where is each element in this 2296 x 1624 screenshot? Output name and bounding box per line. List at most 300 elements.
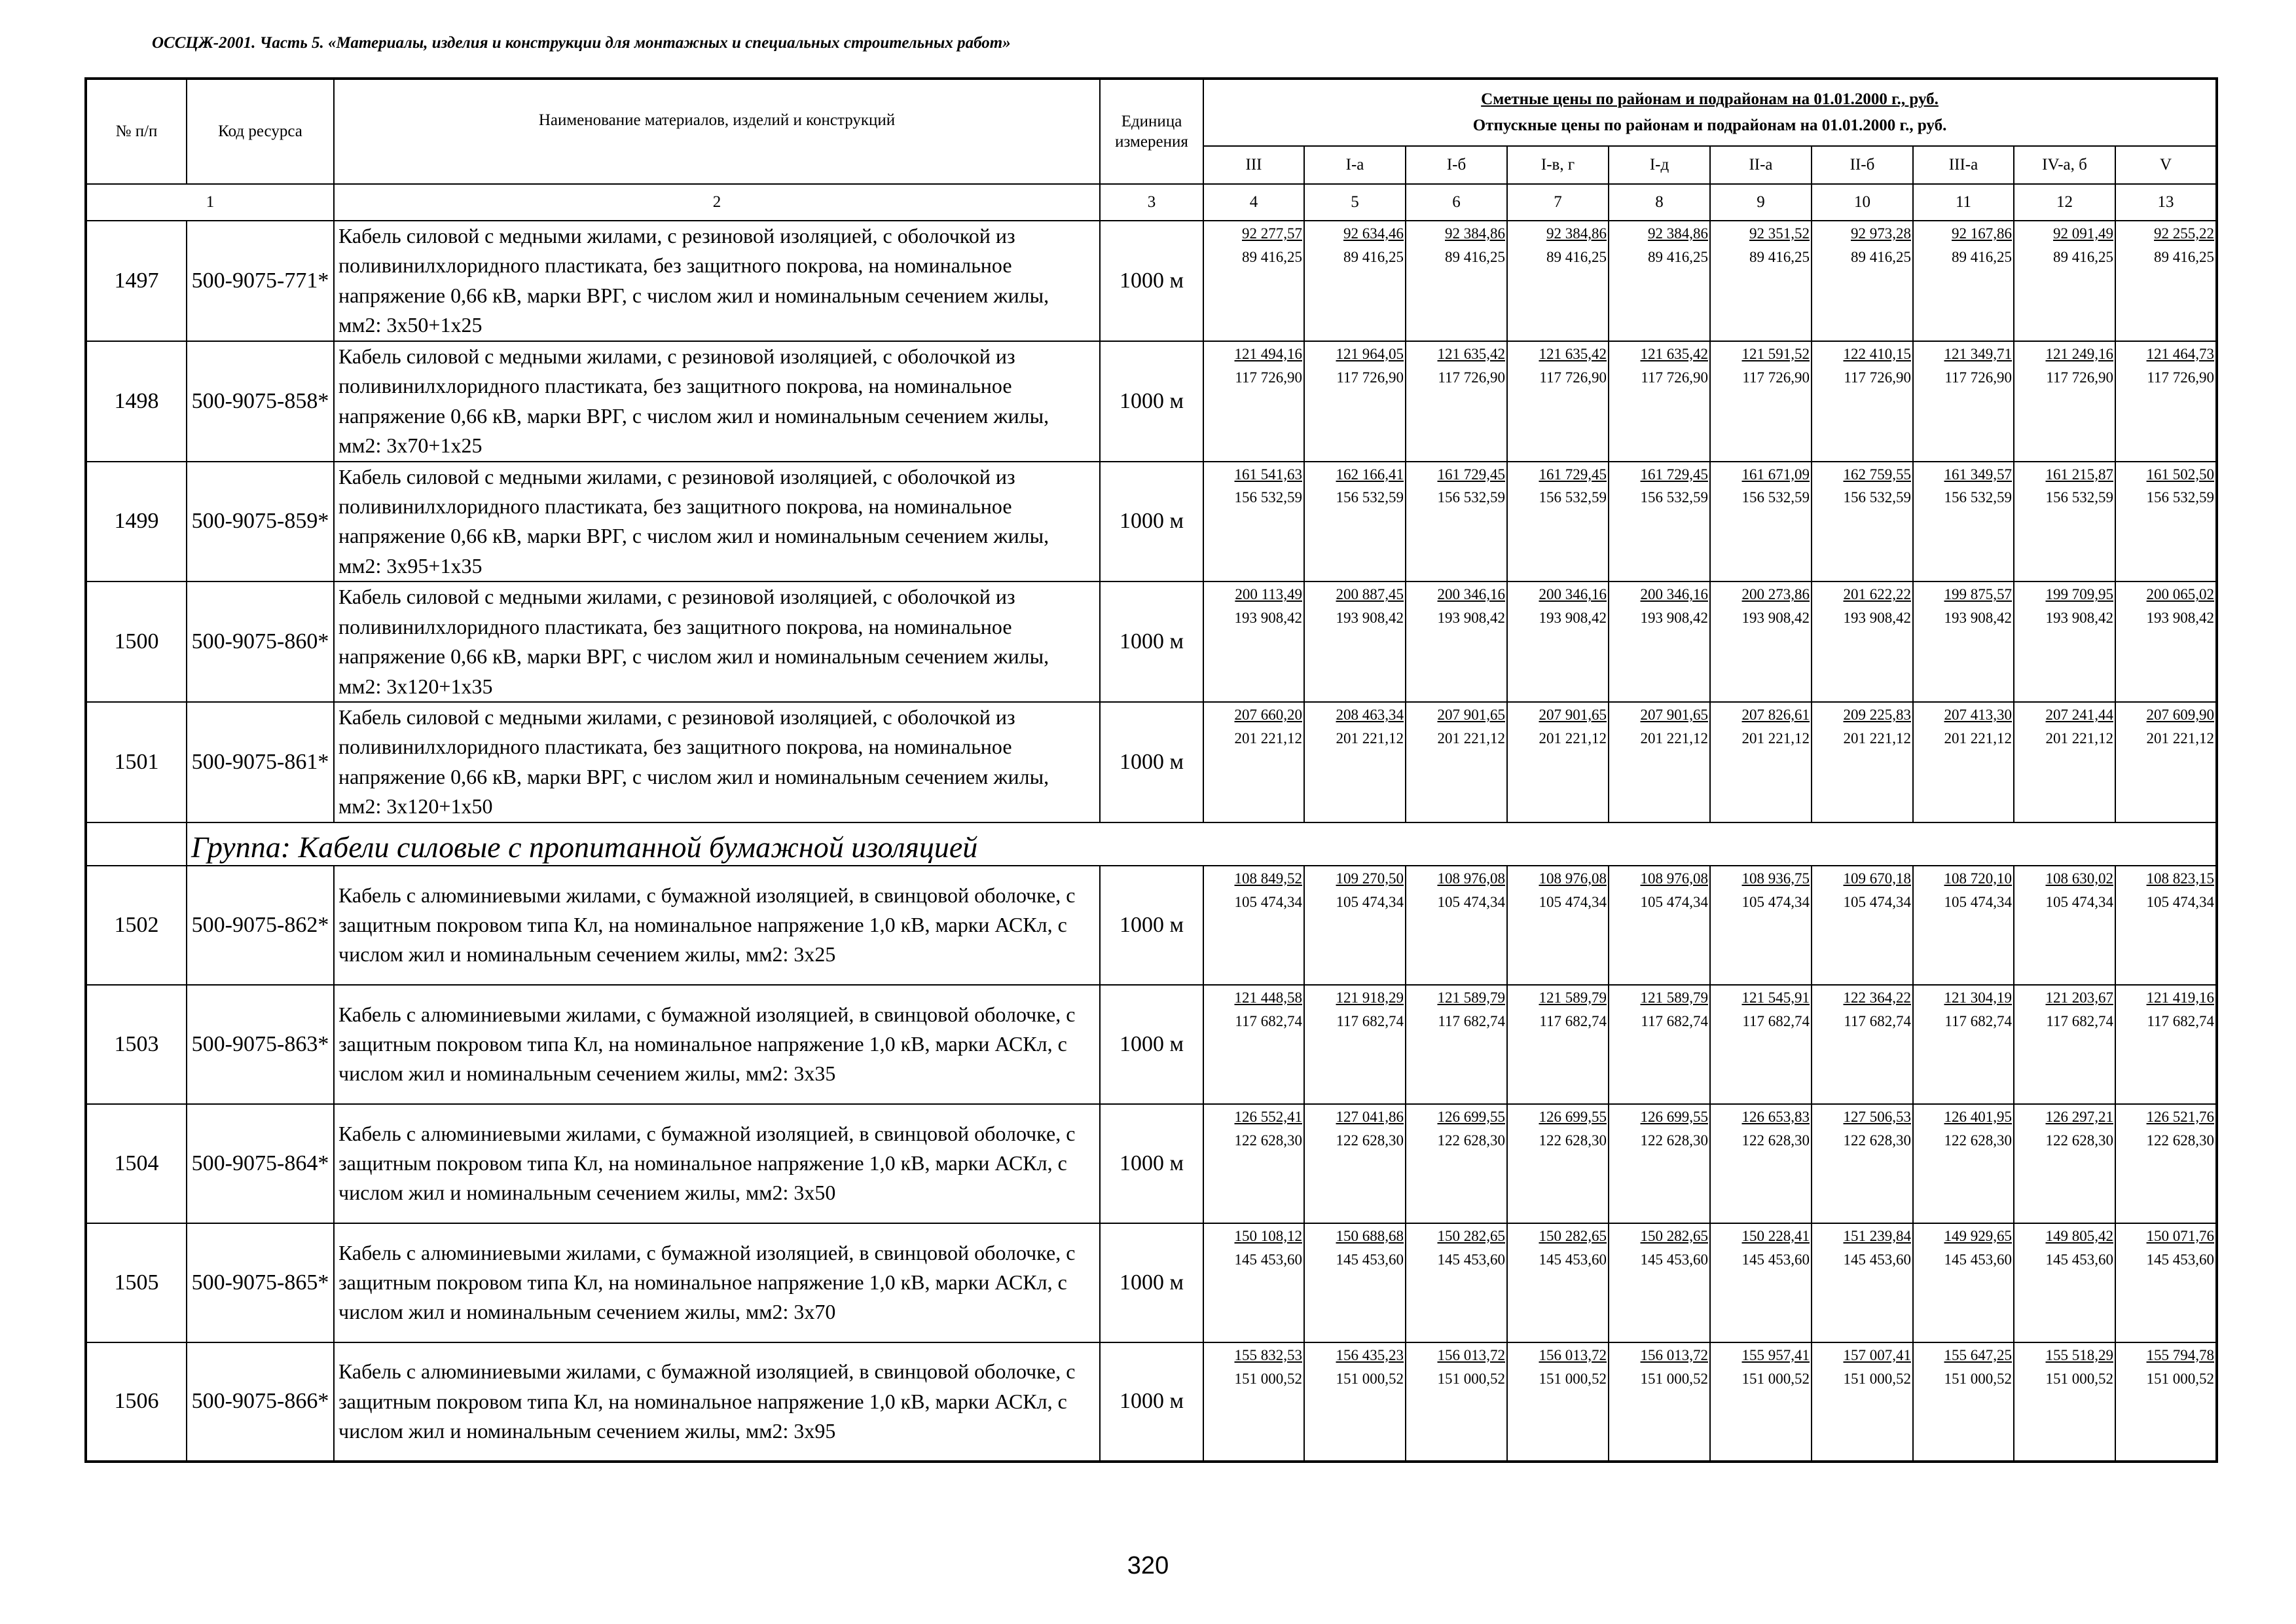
price-cell — [1710, 866, 1812, 985]
row-number: 1497 — [86, 221, 187, 341]
release-price: 201 221,12 — [1234, 729, 1302, 747]
release-price: 89 416,25 — [2053, 248, 2113, 265]
release-price: 151 000,52 — [2146, 1370, 2215, 1387]
release-price: 117 726,90 — [1438, 369, 1505, 386]
release-price: 156 532,59 — [1336, 489, 1404, 506]
price-cell — [1203, 341, 1304, 462]
estimate-price: 207 413,30 — [1944, 707, 2012, 723]
release-price: 117 726,90 — [1641, 369, 1708, 386]
release-price: 145 453,60 — [2146, 1251, 2215, 1268]
release-price: 145 453,60 — [1336, 1251, 1404, 1268]
release-price: 156 532,59 — [1944, 489, 2012, 506]
release-price: 117 726,90 — [1944, 369, 2012, 386]
price-cell — [1913, 702, 2014, 822]
release-price: 151 000,52 — [1843, 1370, 1911, 1387]
estimate-price: 108 936,75 — [1741, 870, 1810, 887]
price-cell — [1812, 1223, 1913, 1342]
row-number: 1503 — [86, 985, 187, 1104]
release-price: 117 726,90 — [1235, 369, 1302, 386]
estimate-price: 200 113,49 — [1235, 586, 1302, 603]
estimate-price: 207 901,65 — [1437, 707, 1505, 723]
price-cell — [2014, 341, 2115, 462]
row-number: 1499 — [86, 462, 187, 582]
estimate-price: 149 929,65 — [1944, 1227, 2012, 1244]
price-cell — [1304, 1223, 1406, 1342]
price-cell — [1609, 581, 1710, 702]
group-spacer — [86, 822, 187, 866]
estimate-price: 161 729,45 — [1640, 466, 1708, 483]
release-price: 145 453,60 — [1944, 1251, 2012, 1268]
release-price: 145 453,60 — [1539, 1251, 1607, 1268]
price-cell — [1406, 341, 1507, 462]
material-name: Кабель силовой с медными жилами, с резиновой изоляцией, с оболочкой из поливинилхлоридного пластиката, без защитного покрова, на номинальное напряжение 0,66 кВ, марки ВРГ, с числом жил и номинальным сечением жилы, мм2: 3х95+1х35 — [334, 462, 1100, 582]
resource-code: 500-9075-862* — [187, 866, 334, 985]
column-number: 7 — [1507, 184, 1609, 221]
release-price: 193 908,42 — [1843, 610, 1911, 627]
estimate-price: 208 463,34 — [1336, 707, 1404, 723]
release-price: 122 628,30 — [1336, 1132, 1404, 1149]
estimate-price: 157 007,41 — [1843, 1346, 1911, 1363]
estimate-price: 121 964,05 — [1336, 345, 1404, 362]
estimate-price: 108 823,15 — [2146, 870, 2215, 887]
estimate-price: 200 346,16 — [1437, 586, 1505, 603]
estimate-price: 121 304,19 — [1944, 989, 2012, 1006]
estimate-price: 121 635,42 — [1437, 345, 1505, 362]
price-cell — [1710, 1104, 1812, 1223]
release-price: 117 726,90 — [1742, 369, 1810, 386]
release-price: 156 532,59 — [1640, 489, 1708, 506]
price-cell — [1304, 985, 1406, 1104]
estimate-price: 121 589,79 — [1640, 989, 1708, 1006]
price-cell — [1203, 221, 1304, 341]
estimate-price: 108 976,08 — [1640, 870, 1708, 887]
estimate-price: 126 552,41 — [1234, 1108, 1302, 1125]
price-cell — [1609, 866, 1710, 985]
release-price: 145 453,60 — [2045, 1251, 2113, 1268]
estimate-price: 127 041,86 — [1336, 1108, 1404, 1125]
column-number: 9 — [1710, 184, 1812, 221]
estimate-price: 200 346,16 — [1640, 586, 1708, 603]
price-cell — [1406, 866, 1507, 985]
price-cell — [1203, 1223, 1304, 1342]
release-price: 145 453,60 — [1640, 1251, 1708, 1268]
region-header: III-а — [1913, 146, 2014, 184]
release-price: 122 628,30 — [1843, 1132, 1911, 1149]
price-cell — [1913, 1104, 2014, 1223]
unit-of-measure: 1000 м — [1100, 1223, 1203, 1342]
material-name: Кабель силовой с медными жилами, с резиновой изоляцией, с оболочкой из поливинилхлоридного пластиката, без защитного покрова, на номинальное напряжение 0,66 кВ, марки ВРГ, с числом жил и номинальным сечением жилы, мм2: 3х120+1х35 — [334, 581, 1100, 702]
estimate-price: 108 976,08 — [1437, 870, 1505, 887]
price-cell — [1710, 462, 1812, 582]
release-price: 201 221,12 — [1741, 729, 1810, 747]
price-cell — [1812, 221, 1913, 341]
header-name: Наименование материалов, изделий и конструкций — [334, 79, 1100, 184]
material-name: Кабель с алюминиевыми жилами, с бумажной изоляцией, в свинцовой оболочке, с защитным покровом типа Кл, на номинальное напряжение 1,0 кВ, марки АСКл, с числом жил и номинальным сечением жилы, мм2: 3х70 — [334, 1223, 1100, 1342]
release-price: 156 532,59 — [2146, 489, 2215, 506]
estimate-price: 126 699,55 — [1437, 1108, 1505, 1125]
region-header: II-а — [1710, 146, 1812, 184]
price-cell — [1913, 221, 2014, 341]
estimate-price: 121 545,91 — [1741, 989, 1810, 1006]
release-price: 145 453,60 — [1234, 1251, 1302, 1268]
estimate-price: 200 065,02 — [2146, 586, 2215, 603]
price-cell — [1507, 341, 1609, 462]
region-header: I-б — [1406, 146, 1507, 184]
estimate-price: 155 647,25 — [1944, 1346, 2012, 1363]
unit-of-measure: 1000 м — [1100, 462, 1203, 582]
release-price: 122 628,30 — [1234, 1132, 1302, 1149]
estimate-price: 92 634,46 — [1343, 225, 1404, 242]
price-cell — [1203, 462, 1304, 582]
price-cell — [1812, 1104, 1913, 1223]
price-cell — [1304, 866, 1406, 985]
estimate-price: 199 709,95 — [2045, 586, 2113, 603]
price-cell — [1812, 462, 1913, 582]
estimate-price: 161 541,63 — [1234, 466, 1302, 483]
header-row-top — [86, 79, 2217, 146]
column-number: 3 — [1100, 184, 1203, 221]
release-price: 117 682,74 — [1336, 1012, 1404, 1029]
price-cell — [1304, 581, 1406, 702]
price-cell — [1710, 1342, 1812, 1462]
estimate-price: 155 957,41 — [1741, 1346, 1810, 1363]
estimate-price: 156 013,72 — [1437, 1346, 1505, 1363]
price-cell — [1507, 1223, 1609, 1342]
price-cell — [1203, 866, 1304, 985]
estimate-price: 92 091,49 — [2053, 225, 2113, 242]
estimate-price: 109 670,18 — [1843, 870, 1911, 887]
resource-code: 500-9075-861* — [187, 702, 334, 822]
column-number: 1 — [86, 184, 334, 221]
release-price: 105 474,34 — [2146, 893, 2215, 910]
column-number: 8 — [1609, 184, 1710, 221]
price-cell — [1812, 341, 1913, 462]
material-name: Кабель с алюминиевыми жилами, с бумажной изоляцией, в свинцовой оболочке, с защитным покровом типа Кл, на номинальное напряжение 1,0 кВ, марки АСКл, с числом жил и номинальным сечением жилы, мм2: 3х25 — [334, 866, 1100, 985]
table-row — [86, 702, 2217, 822]
estimate-price: 121 448,58 — [1234, 989, 1302, 1006]
release-price: 193 908,42 — [1640, 610, 1708, 627]
header-code: Код ресурса — [187, 79, 334, 184]
price-cell — [1913, 1342, 2014, 1462]
price-cell — [1203, 702, 1304, 822]
table-row — [86, 221, 2217, 341]
price-cell — [1203, 1342, 1304, 1462]
price-table — [84, 77, 2218, 1463]
estimate-price: 121 635,42 — [1539, 345, 1607, 362]
row-number: 1498 — [86, 341, 187, 462]
price-cell — [1507, 1342, 1609, 1462]
estimate-price: 121 249,16 — [2045, 345, 2113, 362]
table-row — [86, 985, 2217, 1104]
release-price: 151 000,52 — [1336, 1370, 1404, 1387]
release-price: 105 474,34 — [1437, 893, 1505, 910]
estimate-price: 156 013,72 — [1539, 1346, 1607, 1363]
price-cell — [1913, 581, 2014, 702]
price-cell — [1913, 462, 2014, 582]
column-number: 11 — [1913, 184, 2014, 221]
estimate-price: 199 875,57 — [1944, 586, 2012, 603]
material-name: Кабель силовой с медными жилами, с резиновой изоляцией, с оболочкой из поливинилхлоридного пластиката, без защитного покрова, на номинальное напряжение 0,66 кВ, марки ВРГ, с числом жил и номинальным сечением жилы, мм2: 3х120+1х50 — [334, 702, 1100, 822]
price-cell — [1913, 1223, 2014, 1342]
price-cell — [1609, 1342, 1710, 1462]
table-row — [86, 462, 2217, 582]
estimate-price: 92 351,52 — [1749, 225, 1810, 242]
release-price: 193 908,42 — [1944, 610, 2012, 627]
price-cell — [1812, 702, 1913, 822]
release-price: 89 416,25 — [1546, 248, 1607, 265]
estimate-price: 207 241,44 — [2045, 707, 2113, 723]
release-price: 89 416,25 — [2154, 248, 2215, 265]
release-price: 117 682,74 — [1844, 1012, 1911, 1029]
unit-of-measure: 1000 м — [1100, 221, 1203, 341]
price-cell — [2014, 702, 2115, 822]
row-number: 1502 — [86, 866, 187, 985]
unit-of-measure: 1000 м — [1100, 1342, 1203, 1462]
table-row — [86, 1104, 2217, 1223]
estimate-price: 108 720,10 — [1944, 870, 2012, 887]
release-price: 122 628,30 — [1944, 1132, 2012, 1149]
estimate-price: 108 630,02 — [2045, 870, 2113, 887]
price-cell — [2014, 1223, 2115, 1342]
resource-code: 500-9075-863* — [187, 985, 334, 1104]
estimate-price: 207 826,61 — [1741, 707, 1810, 723]
price-cell — [1406, 581, 1507, 702]
release-price: 156 532,59 — [1234, 489, 1302, 506]
estimate-price: 156 435,23 — [1336, 1346, 1404, 1363]
release-price: 122 628,30 — [1437, 1132, 1505, 1149]
price-cell — [2115, 985, 2217, 1104]
price-cell — [1406, 985, 1507, 1104]
release-price: 117 682,74 — [1235, 1012, 1302, 1029]
column-number: 5 — [1304, 184, 1406, 221]
table-row — [86, 1223, 2217, 1342]
unit-of-measure: 1000 м — [1100, 581, 1203, 702]
price-cell — [2115, 1104, 2217, 1223]
estimate-price: 121 464,73 — [2146, 345, 2215, 362]
price-cell — [2014, 866, 2115, 985]
price-cell — [2115, 1342, 2217, 1462]
price-cell — [1609, 1223, 1710, 1342]
release-price: 156 532,59 — [1437, 489, 1505, 506]
estimate-price: 108 849,52 — [1234, 870, 1302, 887]
release-price: 122 628,30 — [1640, 1132, 1708, 1149]
estimate-price: 201 622,22 — [1843, 586, 1911, 603]
estimate-price: 92 255,22 — [2154, 225, 2215, 242]
release-price: 117 726,90 — [1844, 369, 1911, 386]
estimate-price: 126 401,95 — [1944, 1108, 2012, 1125]
table-body — [86, 221, 2217, 1462]
material-name: Кабель силовой с медными жилами, с резиновой изоляцией, с оболочкой из поливинилхлоридного пластиката, без защитного покрова, на номинальное напряжение 0,66 кВ, марки ВРГ, с числом жил и номинальным сечением жилы, мм2: 3х50+1х25 — [334, 221, 1100, 341]
price-cell — [1406, 1342, 1507, 1462]
release-price: 117 726,90 — [2147, 369, 2215, 386]
resource-code: 500-9075-866* — [187, 1342, 334, 1462]
estimate-price: 150 282,65 — [1437, 1227, 1505, 1244]
estimate-price: 150 228,41 — [1741, 1227, 1810, 1244]
page-number: 320 — [1127, 1552, 1169, 1579]
release-price: 105 474,34 — [1640, 893, 1708, 910]
estimate-price: 109 270,50 — [1336, 870, 1404, 887]
estimate-price: 207 609,90 — [2146, 707, 2215, 723]
estimate-price: 150 071,76 — [2146, 1227, 2215, 1244]
estimate-price: 150 282,65 — [1640, 1227, 1708, 1244]
row-number: 1500 — [86, 581, 187, 702]
price-cell — [2014, 221, 2115, 341]
material-name: Кабель с алюминиевыми жилами, с бумажной изоляцией, в свинцовой оболочке, с защитным покровом типа Кл, на номинальное напряжение 1,0 кВ, марки АСКл, с числом жил и номинальным сечением жилы, мм2: 3х35 — [334, 985, 1100, 1104]
estimate-price: 207 901,65 — [1640, 707, 1708, 723]
price-cell — [1304, 702, 1406, 822]
header-prices — [1203, 79, 2217, 146]
release-price: 145 453,60 — [1741, 1251, 1810, 1268]
release-price: 105 474,34 — [1741, 893, 1810, 910]
estimate-price: 122 410,15 — [1843, 345, 1911, 362]
header-unit: Единица измерения — [1100, 79, 1203, 184]
resource-code: 500-9075-859* — [187, 462, 334, 582]
estimate-price: 161 729,45 — [1437, 466, 1505, 483]
release-price: 117 682,74 — [1944, 1012, 2012, 1029]
estimate-price: 126 699,55 — [1539, 1108, 1607, 1125]
estimate-price: 126 521,76 — [2146, 1108, 2215, 1125]
release-price: 89 416,25 — [1851, 248, 1911, 265]
release-price: 105 474,34 — [1843, 893, 1911, 910]
row-number: 1506 — [86, 1342, 187, 1462]
resource-code: 500-9075-865* — [187, 1223, 334, 1342]
price-cell — [1812, 581, 1913, 702]
price-cell — [1609, 702, 1710, 822]
release-price: 201 221,12 — [1843, 729, 1911, 747]
estimate-price: 161 729,45 — [1539, 466, 1607, 483]
price-cell — [1609, 1104, 1710, 1223]
price-cell — [1710, 581, 1812, 702]
release-price: 201 221,12 — [1944, 729, 2012, 747]
estimate-price: 126 297,21 — [2045, 1108, 2113, 1125]
release-price: 122 628,30 — [2045, 1132, 2113, 1149]
release-price: 193 908,42 — [2146, 610, 2215, 627]
price-cell — [1609, 341, 1710, 462]
estimate-price: 121 591,52 — [1741, 345, 1810, 362]
group-row — [86, 822, 2217, 866]
price-cell — [1710, 341, 1812, 462]
estimate-price: 121 635,42 — [1640, 345, 1708, 362]
price-cell — [2115, 462, 2217, 582]
estimate-price: 121 419,16 — [2146, 989, 2215, 1006]
column-number: 2 — [334, 184, 1100, 221]
release-price: 89 416,25 — [1343, 248, 1404, 265]
release-price: 117 682,74 — [1438, 1012, 1505, 1029]
price-cell — [2115, 866, 2217, 985]
release-price: 89 416,25 — [1952, 248, 2012, 265]
estimate-price: 92 384,86 — [1546, 225, 1607, 242]
header-prices-estimate: Сметные цены по районам и подрайонам на 01.01.2000 г., руб. — [1481, 90, 1939, 108]
header-num: № п/п — [86, 79, 187, 184]
estimate-price: 92 167,86 — [1952, 225, 2012, 242]
estimate-price: 121 589,79 — [1437, 989, 1505, 1006]
price-cell — [2115, 581, 2217, 702]
release-price: 151 000,52 — [2045, 1370, 2113, 1387]
release-price: 151 000,52 — [1741, 1370, 1810, 1387]
release-price: 145 453,60 — [1843, 1251, 1911, 1268]
price-cell — [2014, 581, 2115, 702]
estimate-price: 126 699,55 — [1640, 1108, 1708, 1125]
column-number: 13 — [2115, 184, 2217, 221]
material-name: Кабель с алюминиевыми жилами, с бумажной изоляцией, в свинцовой оболочке, с защитным покровом типа Кл, на номинальное напряжение 1,0 кВ, марки АСКл, с числом жил и номинальным сечением жилы, мм2: 3х50 — [334, 1104, 1100, 1223]
region-header: IV-а, б — [2014, 146, 2115, 184]
resource-code: 500-9075-858* — [187, 341, 334, 462]
estimate-price: 161 502,50 — [2146, 466, 2215, 483]
region-header: I-а — [1304, 146, 1406, 184]
price-cell — [2014, 462, 2115, 582]
estimate-price: 121 349,71 — [1944, 345, 2012, 362]
release-price: 105 474,34 — [2045, 893, 2113, 910]
release-price: 89 416,25 — [1749, 248, 1810, 265]
release-price: 201 221,12 — [2146, 729, 2215, 747]
release-price: 151 000,52 — [1539, 1370, 1607, 1387]
price-cell — [1406, 462, 1507, 582]
estimate-price: 150 282,65 — [1539, 1227, 1607, 1244]
release-price: 193 908,42 — [1234, 610, 1302, 627]
region-header: V — [2115, 146, 2217, 184]
unit-of-measure: 1000 м — [1100, 866, 1203, 985]
release-price: 117 726,90 — [1539, 369, 1607, 386]
release-price: 105 474,34 — [1234, 893, 1302, 910]
price-cell — [1304, 462, 1406, 582]
release-price: 201 221,12 — [1539, 729, 1607, 747]
column-number: 10 — [1812, 184, 1913, 221]
page-header: ОССЦЖ-2001. Часть 5. «Материалы, изделия и конструкции для монтажных и специальных строительных работ» — [152, 34, 1011, 52]
release-price: 89 416,25 — [1242, 248, 1302, 265]
estimate-price: 149 805,42 — [2045, 1227, 2113, 1244]
estimate-price: 155 794,78 — [2146, 1346, 2215, 1363]
estimate-price: 207 901,65 — [1539, 707, 1607, 723]
release-price: 201 221,12 — [1437, 729, 1505, 747]
release-price: 193 908,42 — [1539, 610, 1607, 627]
release-price: 156 532,59 — [1843, 489, 1911, 506]
price-cell — [1609, 221, 1710, 341]
release-price: 193 908,42 — [1336, 610, 1404, 627]
column-number: 12 — [2014, 184, 2115, 221]
release-price: 151 000,52 — [1234, 1370, 1302, 1387]
release-price: 89 416,25 — [1648, 248, 1708, 265]
table-row — [86, 341, 2217, 462]
estimate-price: 92 277,57 — [1242, 225, 1302, 242]
price-cell — [2014, 1342, 2115, 1462]
region-header: II-б — [1812, 146, 1913, 184]
estimate-price: 162 166,41 — [1336, 466, 1404, 483]
price-cell — [1913, 985, 2014, 1104]
price-cell — [1406, 1104, 1507, 1223]
release-price: 156 532,59 — [2045, 489, 2113, 506]
price-cell — [1913, 866, 2014, 985]
release-price: 193 908,42 — [1741, 610, 1810, 627]
table-row — [86, 866, 2217, 985]
estimate-price: 127 506,53 — [1843, 1108, 1911, 1125]
estimate-price: 122 364,22 — [1843, 989, 1911, 1006]
region-header: III — [1203, 146, 1304, 184]
release-price: 151 000,52 — [1944, 1370, 2012, 1387]
row-number: 1505 — [86, 1223, 187, 1342]
resource-code: 500-9075-864* — [187, 1104, 334, 1223]
column-number: 6 — [1406, 184, 1507, 221]
estimate-price: 121 203,67 — [2045, 989, 2113, 1006]
estimate-price: 92 973,28 — [1851, 225, 1911, 242]
material-name: Кабель с алюминиевыми жилами, с бумажной изоляцией, в свинцовой оболочке, с защитным покровом типа Кл, на номинальное напряжение 1,0 кВ, марки АСКл, с числом жил и номинальным сечением жилы, мм2: 3х95 — [334, 1342, 1100, 1462]
unit-of-measure: 1000 м — [1100, 702, 1203, 822]
column-numbers-row — [86, 184, 2217, 221]
resource-code: 500-9075-860* — [187, 581, 334, 702]
release-price: 156 532,59 — [1539, 489, 1607, 506]
price-cell — [1406, 1223, 1507, 1342]
estimate-price: 161 215,87 — [2045, 466, 2113, 483]
release-price: 117 726,90 — [2046, 369, 2113, 386]
